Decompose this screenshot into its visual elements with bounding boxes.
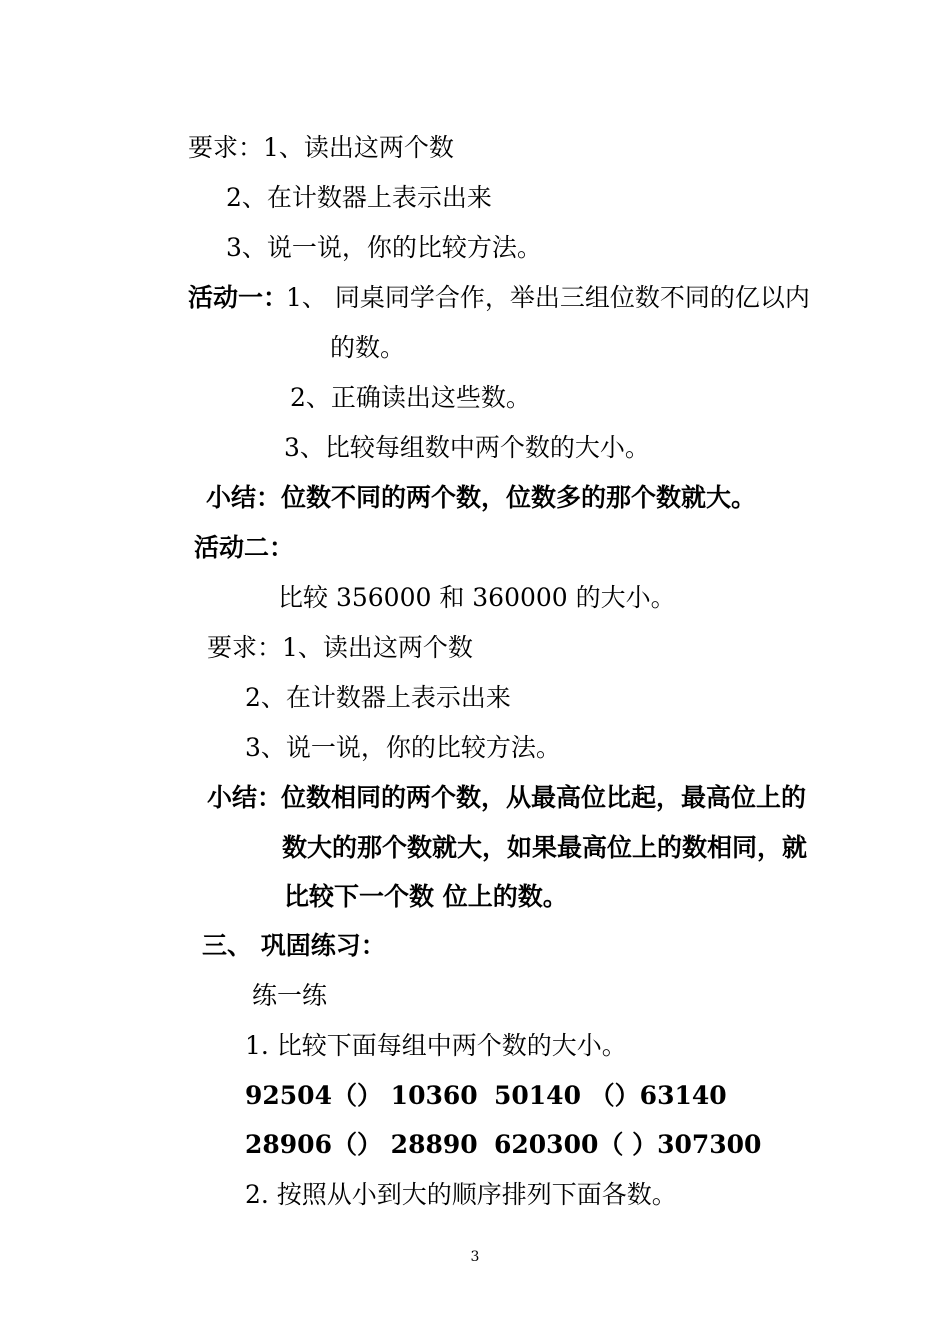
summary-two-text: 位数相同的两个数，从最高位比起，最高位上的 (281, 783, 807, 812)
summary-two-label: 小结： (207, 783, 283, 812)
requirement-item: 3、说一说，你的比较方法。 (245, 733, 561, 762)
activity-one-item: 1、 同桌同学合作，举出三组位数不同的亿以内 (286, 283, 810, 312)
exercise-1: 1. 比较下面每组中两个数的大小。 (245, 1031, 627, 1060)
comparison-item: 28906（） 28890 (245, 1130, 478, 1159)
requirement-heading-2: 要求：1、读出这两个数 (207, 633, 473, 662)
activity-one-item: 2、正确读出这些数。 (290, 383, 531, 412)
requirement-heading-1: 要求：1、读出这两个数 (188, 133, 454, 162)
comparison-item: 92504（） 10360 (245, 1081, 478, 1110)
activity-two-label: 活动二： (194, 533, 295, 562)
requirement-item: 2、在计数器上表示出来 (226, 183, 492, 212)
section-three-heading: 三、 巩固练习： (202, 931, 386, 960)
activity-one-item: 3、比较每组数中两个数的大小。 (284, 433, 650, 462)
requirement-item: 2、在计数器上表示出来 (245, 683, 511, 712)
requirement-item: 3、说一说，你的比较方法。 (226, 233, 542, 262)
exercise-2: 2. 按照从小到大的顺序排列下面各数。 (245, 1180, 677, 1209)
practice-label: 练一练 (252, 981, 328, 1010)
page-number: 3 (470, 1249, 480, 1265)
activity-one-label: 活动一： (188, 283, 289, 312)
activity-one-item-cont: 的数。 (330, 333, 406, 362)
comparison-item: 620300（ ）307300 (494, 1130, 762, 1159)
comparison-item: 50140 （）63140 (494, 1081, 727, 1110)
summary-two-text: 数大的那个数就大，如果最高位上的数相同，就 (282, 833, 808, 862)
summary-two-text: 比较下一个数 位上的数。 (284, 882, 568, 911)
activity-two-task: 比较 356000 和 360000 的大小。 (278, 583, 676, 612)
summary-one: 小结：位数不同的两个数，位数多的那个数就大。 (206, 483, 757, 512)
